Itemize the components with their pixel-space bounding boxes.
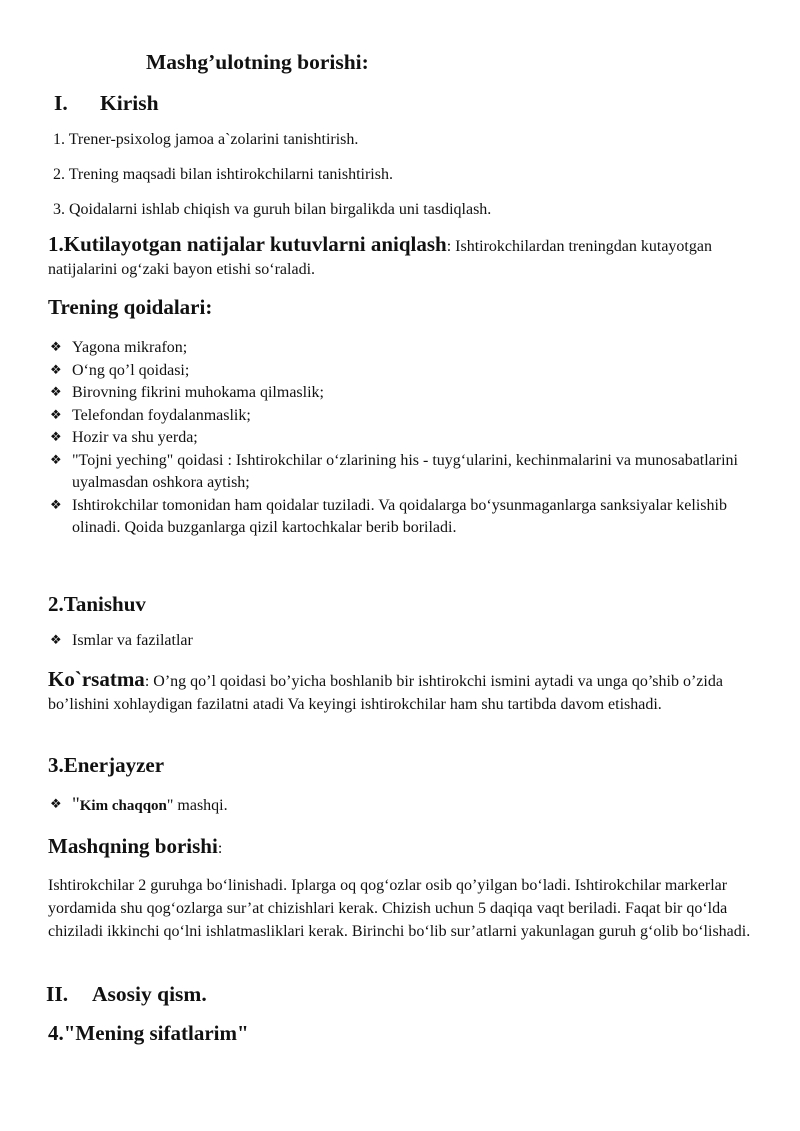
quote-close: " (166, 797, 174, 814)
rules-heading: Trening qoidalari: (48, 295, 213, 319)
intro-list (53, 129, 491, 234)
list-item (50, 495, 750, 540)
diamond-bullet-icon: ❖ (50, 497, 62, 513)
mashq-heading (48, 834, 222, 859)
list-item-text: Telefondan foydalanmaslik; (72, 406, 251, 424)
diamond-bullet-icon: ❖ (50, 430, 62, 445)
list-item: 2. Trening maqsadi bilan ishtirokchilarni tanishtirish. (53, 166, 393, 183)
list-item (50, 630, 750, 653)
list-item-text: Yagona mikrafon; (72, 339, 188, 356)
list-item-text: "Tojni yeching" qoidasi : Ishtirokchilar o‘zlarining his - tuyg‘ularini, kechinmalarini va munosabatlarini uyalmasdan oshkora aytish; (72, 451, 738, 491)
exercise-suffix: mashqi. (173, 797, 228, 814)
list-item (50, 427, 750, 450)
list-item-text: Ismlar va fazilatlar (72, 632, 193, 649)
diamond-bullet-icon: ❖ (50, 385, 62, 400)
korsatma-text: : O’ng qo’l qoidasi bo’yicha boshlanib bir ishtirokchi ismini aytadi va unga qo’shib o’zida bo’lishini xohlaydigan fazilatni atadi Va keyingi ishtirokchilar ham shu tartibda davom etishadi. (48, 673, 723, 713)
diamond-bullet-icon: ❖ (50, 633, 62, 648)
rules-list (50, 337, 750, 540)
mashq-heading-colon: : (217, 840, 223, 857)
section-label: Kirish (100, 91, 159, 115)
section-number: II. (46, 982, 69, 1006)
expectations-lead: 1.Kutilayotgan natijalar kutuvlarni aniqlash (48, 232, 447, 256)
list-item-text: Birovning fikrini muhokama qilmaslik; (72, 384, 324, 401)
list-item: 3. Qoidalarni ishlab chiqish va guruh bilan birgalikda uni tasdiqlash. (53, 201, 492, 218)
list-item-text: Ishtirokchilar tomonidan ham qoidalar tuziladi. Va qoidalarga bo‘ysunmaganlarga sanksiyalar kelishib olinadi. Qoida buzganlarga qizil kartochkalar berib boriladi. (72, 496, 727, 536)
tanishuv-list (50, 630, 750, 653)
expectations-paragraph (48, 233, 764, 281)
diamond-bullet-icon: ❖ (50, 452, 62, 468)
sifatlar-heading: 4."Mening sifatlarim" (48, 1021, 249, 1045)
diamond-bullet-icon: ❖ (50, 797, 62, 812)
list-item (50, 450, 750, 495)
list-item: 1. Trener-psixolog jamoa a`zolarini tanishtirish. (53, 131, 359, 148)
korsatma-lead: Ko`rsatma (48, 667, 145, 691)
list-item (50, 794, 750, 818)
list-item-text: O‘ng qo’l qoidasi; (72, 361, 190, 379)
korsatma-paragraph (48, 668, 764, 716)
section-number: I. (54, 91, 68, 115)
page-title: Mashg’ulotning borishi: (146, 50, 369, 74)
list-item (50, 405, 750, 428)
section-heading-kirish (54, 91, 159, 116)
expectations-text: : Ishtirokchilardan treningdan kutayotgan natijalarini og‘zaki bayon etishi so‘raladi. (48, 238, 712, 278)
list-item (50, 337, 750, 360)
tanishuv-heading: 2.Tanishuv (48, 592, 146, 616)
energizer-list (50, 794, 750, 818)
list-item (50, 360, 750, 383)
diamond-bullet-icon: ❖ (50, 407, 62, 423)
section-heading-asosiy (46, 982, 207, 1007)
quote-open: " (72, 794, 80, 815)
diamond-bullet-icon: ❖ (50, 362, 62, 378)
diamond-bullet-icon: ❖ (50, 340, 62, 355)
mashq-heading-label: Mashqning borishi (48, 834, 218, 858)
list-item (50, 382, 750, 405)
energizer-heading: 3.Enerjayzer (48, 753, 165, 777)
mashq-paragraph: Ishtirokchilar 2 guruhga bo‘linishadi. Iplarga oq qog‘ozlar osib qo’yilgan bo‘ladi. Ishtirokchilar markerlar yordamida shu qog‘ozlarga sur’at chizishlari kerak. Chizish uchun 5 daqiqa vaqt beriladi. Faqat bir qo‘lda chiziladi ikkinchi qo‘lni ishlatmasliklari kerak. Birinchi bo‘lib sur’atlarni yakunlagan guruh g‘olib bo‘lishadi. (48, 877, 751, 940)
list-item-text: Hozir va shu yerda; (72, 429, 198, 446)
section-label: Asosiy qism. (92, 982, 207, 1006)
exercise-name: Kim chaqqon (79, 798, 167, 814)
